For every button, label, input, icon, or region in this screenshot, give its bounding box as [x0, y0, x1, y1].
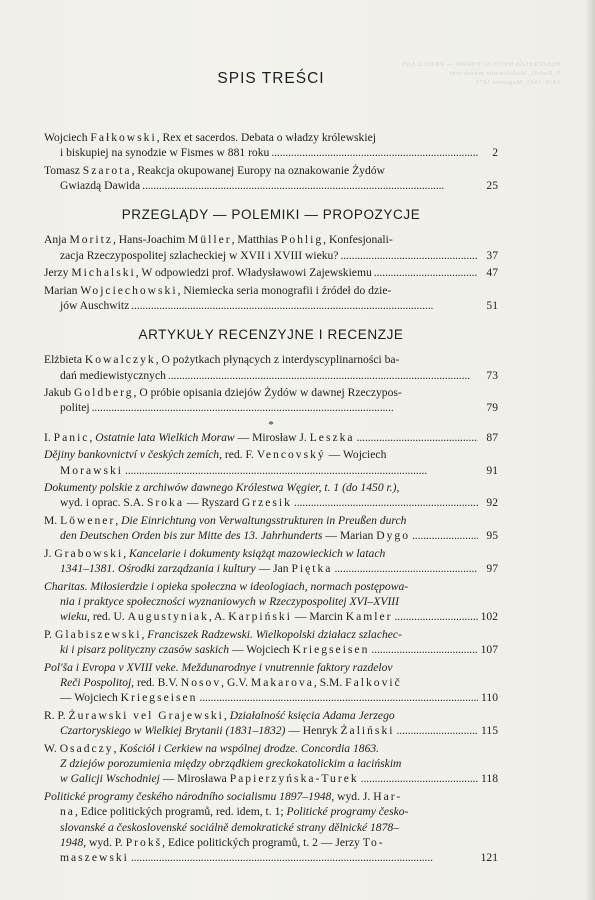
page-number: 107 — [480, 643, 498, 657]
toc-entry — [44, 352, 498, 382]
page-number: 2 — [492, 146, 498, 160]
entry-line: Wojciech Fałkowski, Rex et sacerdos. Debata o władzy królewskiej — [44, 131, 376, 144]
entry-line: slovanské a československé sociálně demokratické strany dělnické 1878– — [60, 820, 399, 834]
entry-line: Reči Pospolitoj, red. B.V. Nosov, G.V. Makarova, S.M. Falkovič — [60, 676, 402, 690]
review-entry — [44, 579, 498, 625]
review-entry — [44, 480, 498, 510]
page-number: 95 — [486, 529, 498, 543]
entry-line: P. Glabiszewski, Franciszek Radzewski. Wielkopolski działacz szlachec- — [44, 628, 402, 642]
entry-line: 1948, wyd. P. Prokš, Edice politických programů, t. 2 — Jerzy To- — [60, 835, 385, 849]
page-number: 73 — [486, 368, 498, 382]
review-entry — [44, 627, 498, 657]
review-entry — [44, 789, 498, 865]
review-entry — [44, 447, 498, 477]
entry-line: 1341–1381. Ośrodki zarządzania i kultury — Jan Piętka . . . 97 — [44, 561, 498, 576]
page-number: 91 — [486, 463, 498, 477]
entry-line: Elżbieta Kowalczyk, O pożytkach płynących z interdyscyplinarności ba- — [44, 353, 400, 367]
entry-line: wyd. i oprac. S.A. Sroka — Ryszard Grzesik . . . 92 — [44, 495, 498, 510]
entry-line: ki i pisarz polityczny czasów saskich — Wojciech Kriegseisen . . . 107 — [44, 642, 498, 657]
review-entry — [44, 546, 498, 576]
entry-line: dań mediewistycznych . . . 73 — [44, 368, 498, 383]
toc-entry — [44, 283, 498, 313]
entry-line: Charitas. Miłosierdzie i opieka społeczna w ideologiach, normach postępowa- — [44, 579, 409, 593]
page-number: 110 — [481, 691, 498, 705]
section-reviews-polemics — [44, 232, 498, 313]
entry-line: Czartoryskiego w Wielkiej Brytanii (1831–1832) — Henryk Żaliński . . . 115 — [44, 723, 498, 738]
toc-entry — [44, 163, 498, 193]
page-number: 47 — [486, 266, 498, 280]
entry-line: Z dziejów porozumienia między obrządkiem greckokatolickim a łacińskim — [60, 757, 402, 771]
review-entry — [44, 708, 498, 738]
entry-line: Pol'ša i Evropa v XVIII veke. Meždunarodnye i vnutrennie faktory razdelov — [44, 660, 393, 674]
entry-line: R. P. Żurawski vel Grajewski, Działalność księcia Adama Jerzego — [44, 709, 395, 723]
entry-line: Jakub Goldberg, O próbie opisania dziejów Żydów w dawnej Rzeczypos- — [44, 386, 402, 400]
entry-line: jów Auschwitz . . . 51 — [44, 298, 498, 313]
entry-line: politej . . . 79 — [44, 400, 498, 415]
toc-entry — [44, 232, 498, 262]
entry-line: wieku, red. U. Augustyniak, A. Karpiński — Marcin Kamler . . . 102 — [44, 609, 498, 624]
section-heading: PRZEGLĄDY — POLEMIKI — PROPOZYCJE — [121, 207, 421, 223]
page-number: 121 — [480, 850, 498, 864]
entry-line: Marian Wojciechowski, Niemiecka seria monografii i źródeł do dzie- — [44, 283, 392, 297]
review-entry — [44, 660, 498, 706]
entry-line: nia i praktyce społeczności wyznaniowych w Rzeczypospolitej XVI–XVIII — [60, 595, 400, 609]
page-number: 92 — [486, 496, 498, 510]
page-number: 102 — [480, 610, 498, 624]
entry-line: den Deutschen Orden bis zur Mitte des 13. Jahrhunderts — Marian Dygo . . . 95 — [44, 528, 498, 543]
entry-line: W. Osadczy, Kościół i Cerkiew na wspólnej drodze. Concordia 1863. — [44, 742, 380, 755]
entry-line: Morawski . . . 91 — [44, 463, 498, 478]
entry-line: na, Edice politických programů, red. idem, t. 1; Politické programy česko- — [60, 805, 409, 819]
page-number: 79 — [486, 401, 498, 415]
toc-entry — [44, 385, 498, 415]
page-number: 115 — [481, 724, 498, 738]
separator-asterisk: * — [268, 418, 274, 431]
page-title: SPIS TREŚCI — [217, 70, 325, 87]
entry-line: i biskupiej na synodzie w Fismes w 881 roku . . . 2 — [44, 145, 498, 160]
toc-entry — [44, 130, 498, 160]
review-entry — [44, 430, 498, 445]
entry-line: Dějiny bankovnictví v českých zemích, red. F. Vencovský — Wojciech — [44, 448, 387, 462]
page-edge-shadow — [585, 0, 595, 900]
entry-line: I. Panic, Ostatnie lata Wielkich Moraw — Mirosław J. Leszka . . . 87 — [44, 430, 498, 445]
page-number: 97 — [486, 562, 498, 576]
page-number: 51 — [486, 299, 498, 313]
section-review-articles — [44, 352, 498, 865]
bleed-through-text: POSZCZEGÓLNYCH AUTORÓW — PRZEGLĄDY F. Rudolf, Modelowanie przestrzeni 1939–1945, Magazine 1871 — [400, 61, 560, 86]
entry-line: maszewski . . . 121 — [44, 850, 498, 865]
section-heading: ARTYKUŁY RECENZYJNE I RECENZJE — [138, 327, 404, 343]
section-articles — [44, 130, 498, 193]
page-number: 25 — [486, 179, 498, 193]
entry-line: Tomasz Szarota, Reakcja okupowanej Europy na oznakowanie Żydów — [44, 163, 385, 177]
page-number: 118 — [481, 772, 498, 786]
entry-line: Jerzy Michalski, W odpowiedzi prof. Władysławowi Zajewskiemu . . . 47 — [44, 265, 498, 280]
review-entry — [44, 741, 498, 787]
entry-line: J. Grabowski, Kancelarie i dokumenty książąt mazowieckich w latach — [44, 547, 386, 561]
toc-entry — [44, 265, 498, 280]
entry-line: M. Löwener, Die Einrichtung von Verwaltungsstrukturen in Preußen durch — [44, 514, 407, 528]
page-number: 37 — [486, 248, 498, 262]
entry-line: zacja Rzeczypospolitej szlacheckiej w XVII i XVIII wieku? . . . 37 — [44, 248, 498, 263]
entry-line: Anja Moritz, Hans-Joachim Müller, Matthias Pohlig, Konfesjonali- — [44, 233, 393, 247]
entry-line: Gwiazdą Dawida . . . 25 — [44, 178, 498, 193]
entry-line: — Wojciech Kriegseisen . . . 110 — [44, 690, 498, 705]
entry-line: w Galicji Wschodniej — Mirosława Papierzyńska-Turek . . . 118 — [44, 771, 498, 786]
entry-line: Dokumenty polskie z archiwów dawnego Królestwa Węgier, t. 1 (do 1450 r.), — [44, 481, 400, 495]
page-number: 87 — [486, 430, 498, 444]
table-of-contents — [44, 70, 498, 868]
review-entry — [44, 513, 498, 543]
entry-line: Politické programy českého národního socialismu 1897–1948, wyd. J. Har- — [44, 790, 403, 804]
